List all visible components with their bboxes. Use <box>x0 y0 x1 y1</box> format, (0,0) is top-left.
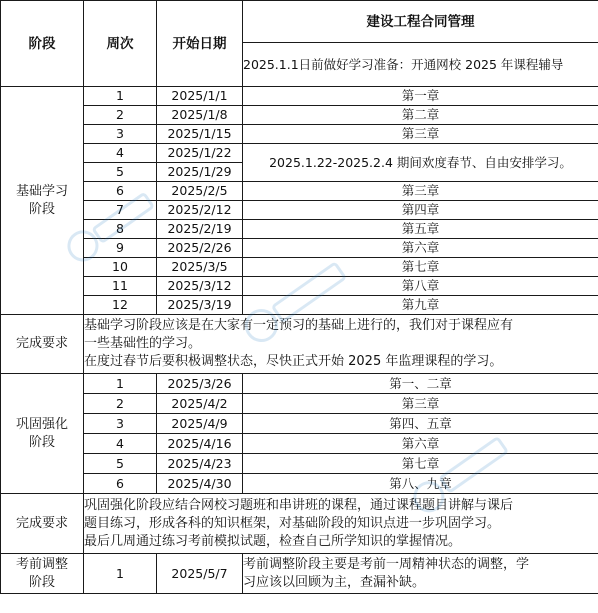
consolidate-content-4: 第六章 <box>243 434 598 454</box>
consolidate-date-1: 2025/3/26 <box>157 374 243 394</box>
consolidate-week-4: 4 <box>84 434 157 454</box>
basic-date-6: 2025/2/5 <box>157 182 243 201</box>
consolidate-date-5: 2025/4/23 <box>157 454 243 474</box>
basic-content-10: 第七章 <box>243 258 598 277</box>
stage-basic-line-2: 阶段 <box>28 201 55 217</box>
stage-basic <box>1 87 84 315</box>
basic-date-2: 2025/1/8 <box>157 106 243 125</box>
final-date: 2025/5/7 <box>157 554 243 594</box>
basic-date-3: 2025/1/15 <box>157 125 243 144</box>
consolidate-content-5: 第七章 <box>243 454 598 474</box>
consolidate-week-5: 5 <box>84 454 157 474</box>
consolidate-date-3: 2025/4/9 <box>157 414 243 434</box>
basic-content-3: 第三章 <box>243 125 598 144</box>
consolidate-requirement-line-3: 最后几周通过练习考前模拟试题，检查自己所学知识的掌握情况。 <box>84 533 462 549</box>
stage-basic-line-1: 基础学习 <box>15 183 68 199</box>
basic-week-12: 12 <box>84 296 157 315</box>
consolidate-date-6: 2025/4/30 <box>157 474 243 494</box>
basic-date-12: 2025/3/19 <box>157 296 243 315</box>
header-stage: 阶段 <box>1 1 84 87</box>
basic-date-5: 2025/1/29 <box>157 163 243 182</box>
basic-requirement-text <box>84 315 598 374</box>
stage-consolidate <box>1 374 84 494</box>
stage-consolidate-line-1: 巩固强化 <box>15 416 68 432</box>
basic-content-6: 第三章 <box>243 182 598 201</box>
basic-week-8: 8 <box>84 220 157 239</box>
basic-requirement-line-1: 基础学习阶段应该是在大家有一定预习的基础上进行的，我们对于课程应有 <box>84 318 514 333</box>
basic-content-11: 第八章 <box>243 277 598 296</box>
consolidate-requirement-line-2: 题目练习，形成各科的知识框架，对基础阶段的知识点进一步巩固学习。 <box>84 515 501 531</box>
holiday-note: 2025.1.22-2025.2.4 期间欢度春节、自由安排学习。 <box>243 144 598 182</box>
header-start-date: 开始日期 <box>157 1 243 87</box>
consolidate-requirement-text <box>84 494 598 554</box>
basic-date-9: 2025/2/26 <box>157 239 243 258</box>
consolidate-week-1: 1 <box>84 374 157 394</box>
final-note <box>243 554 598 594</box>
stage-final-line-1: 考前调整 <box>15 556 68 572</box>
final-week: 1 <box>84 554 157 594</box>
basic-week-11: 11 <box>84 277 157 296</box>
basic-date-7: 2025/2/12 <box>157 201 243 220</box>
consolidate-date-2: 2025/4/2 <box>157 394 243 414</box>
basic-content-12: 第九章 <box>243 296 598 315</box>
basic-week-4: 4 <box>84 144 157 163</box>
basic-content-1: 第一章 <box>243 87 598 106</box>
basic-week-9: 9 <box>84 239 157 258</box>
stage-consolidate-line-2: 阶段 <box>28 434 55 450</box>
basic-content-7: 第四章 <box>243 201 598 220</box>
consolidate-week-3: 3 <box>84 414 157 434</box>
basic-week-10: 10 <box>84 258 157 277</box>
basic-requirement-label: 完成要求 <box>1 315 84 374</box>
basic-week-3: 3 <box>84 125 157 144</box>
stage-final <box>1 554 84 594</box>
basic-requirement-line-3: 在度过春节后要积极调整状态，尽快正式开始 2025 年监理课程的学习。 <box>84 354 503 369</box>
basic-requirement-line-2: 一些基础性的学习。 <box>84 336 202 351</box>
basic-content-9: 第六章 <box>243 239 598 258</box>
basic-date-10: 2025/3/5 <box>157 258 243 277</box>
header-week: 周次 <box>84 1 157 87</box>
consolidate-week-2: 2 <box>84 394 157 414</box>
consolidate-requirement-line-1: 巩固强化阶段应结合网校习题班和串讲班的课程，通过课程题目讲解与课后 <box>84 497 514 513</box>
consolidate-content-3: 第四、五章 <box>243 414 598 434</box>
basic-week-7: 7 <box>84 201 157 220</box>
basic-week-2: 2 <box>84 106 157 125</box>
basic-date-11: 2025/3/12 <box>157 277 243 296</box>
basic-date-8: 2025/2/19 <box>157 220 243 239</box>
basic-week-6: 6 <box>84 182 157 201</box>
basic-content-2: 第二章 <box>243 106 598 125</box>
basic-date-4: 2025/1/22 <box>157 144 243 163</box>
basic-date-1: 2025/1/1 <box>157 87 243 106</box>
basic-week-1: 1 <box>84 87 157 106</box>
consolidate-content-2: 第三章 <box>243 394 598 414</box>
final-note-line-1: 考前调整阶段主要是考前一周精神状态的调整，学 <box>243 556 530 572</box>
header-course-title: 建设工程合同管理 <box>243 1 598 43</box>
consolidate-content-6: 第八、九章 <box>243 474 598 494</box>
basic-week-5: 5 <box>84 163 157 182</box>
consolidate-requirement-label: 完成要求 <box>1 494 84 554</box>
header-intro-note: 2025.1.1日前做好学习准备：开通网校 2025 年课程辅导 <box>243 43 598 87</box>
consolidate-week-6: 6 <box>84 474 157 494</box>
stage-final-line-2: 阶段 <box>28 574 55 590</box>
consolidate-content-1: 第一、二章 <box>243 374 598 394</box>
final-note-line-2: 习应该以回顾为主，查漏补缺。 <box>243 574 426 590</box>
basic-content-8: 第五章 <box>243 220 598 239</box>
consolidate-date-4: 2025/4/16 <box>157 434 243 454</box>
